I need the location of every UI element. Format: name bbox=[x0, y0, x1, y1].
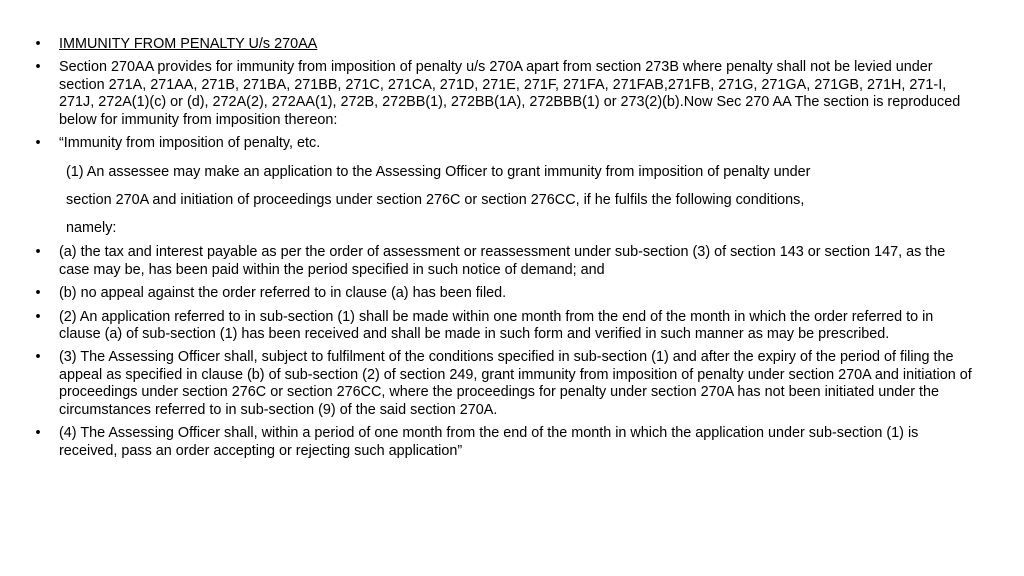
sub-section-3-text: (3) The Assessing Officer shall, subject to fulfilment of the conditions specified in sub-section (1) and after the expiry of the period of filing the appeal as specified in clause (b) of sub-section (2) of section 249, grant immunity from imposition of penalty under section 270A and initiation of proceedings under section 276C or section 276CC, where the proceedings for penalty under section 270A has not been initiated under the circumstances referred to in sub-section (9) of the said section 270A. bbox=[59, 349, 972, 418]
sub-section-1-line: (1) An assessee may make an application to the Assessing Officer to grant immunity from imposition of penalty under bbox=[66, 164, 811, 181]
bullet-sub-section-3 bbox=[32, 349, 972, 419]
bullet-icon: • bbox=[35, 135, 41, 152]
bullet-clause-a bbox=[32, 244, 972, 279]
slide-content bbox=[32, 36, 972, 466]
sub-section-4-text: (4) The Assessing Officer shall, within a period of one month from the end of the month in which the application under sub-section (1) is received, pass an order accepting or rejecting such application” bbox=[59, 425, 919, 459]
bullet-quote-title bbox=[32, 135, 972, 152]
clause-b-text: (b) no appeal against the order referred to in clause (a) has been filed. bbox=[59, 285, 507, 302]
bullet-sub-section-2 bbox=[32, 309, 972, 344]
sub-section-1-line: namely: bbox=[66, 220, 117, 237]
section-heading: IMMUNITY FROM PENALTY U/s 270AA bbox=[59, 36, 318, 52]
clause-a-text: (a) the tax and interest payable as per the order of assessment or reassessment under sub-section (3) of section 143 or section 147, as the case may be, has been paid within the period specified in such notice of demand; and bbox=[59, 244, 946, 278]
bullet-icon: • bbox=[35, 285, 41, 302]
bullet-icon: • bbox=[35, 308, 41, 325]
sub-section-1-line: section 270A and initiation of proceedings under section 276C or section 276CC, if he fulfils the following conditions, bbox=[66, 192, 805, 209]
intro-text: Section 270AA provides for immunity from imposition of penalty u/s 270A apart from section 273B where penalty shall not be levied under section 271A, 271AA, 271B, 271BA, 271BB, 271C, 271CA, 271D, 271E, 271F, 271FA, 271FAB,271FB, 271G, 271GA, 271GB, 271H, 271-I, 271J, 272A(1)(c) or (d), 272A(2), 272AA(1), 272B, 272BB(1), 272BB(1A), 272BBB(1) or 273(2)(b).Now Sec 270 AA The section is reproduced below for immunity from imposition thereon: bbox=[59, 59, 961, 128]
bullet-heading bbox=[32, 36, 972, 53]
bullet-icon: • bbox=[35, 349, 41, 366]
bullet-icon: • bbox=[35, 425, 41, 442]
bullet-icon: • bbox=[35, 59, 41, 76]
sub-section-2-text: (2) An application referred to in sub-section (1) shall be made within one month from the end of the month in which the order referred to in clause (a) of sub-section (1) has been received and shall be made in such form and verified in such manner as may be prescribed. bbox=[59, 308, 934, 343]
bullet-icon: • bbox=[35, 36, 41, 52]
quote-title: “Immunity from imposition of penalty, etc. bbox=[59, 135, 321, 152]
bullet-intro bbox=[32, 59, 972, 129]
bullet-clause-b bbox=[32, 285, 972, 302]
sub-section-1 bbox=[32, 158, 972, 242]
bullet-icon: • bbox=[35, 244, 41, 261]
bullet-sub-section-4 bbox=[32, 425, 972, 460]
